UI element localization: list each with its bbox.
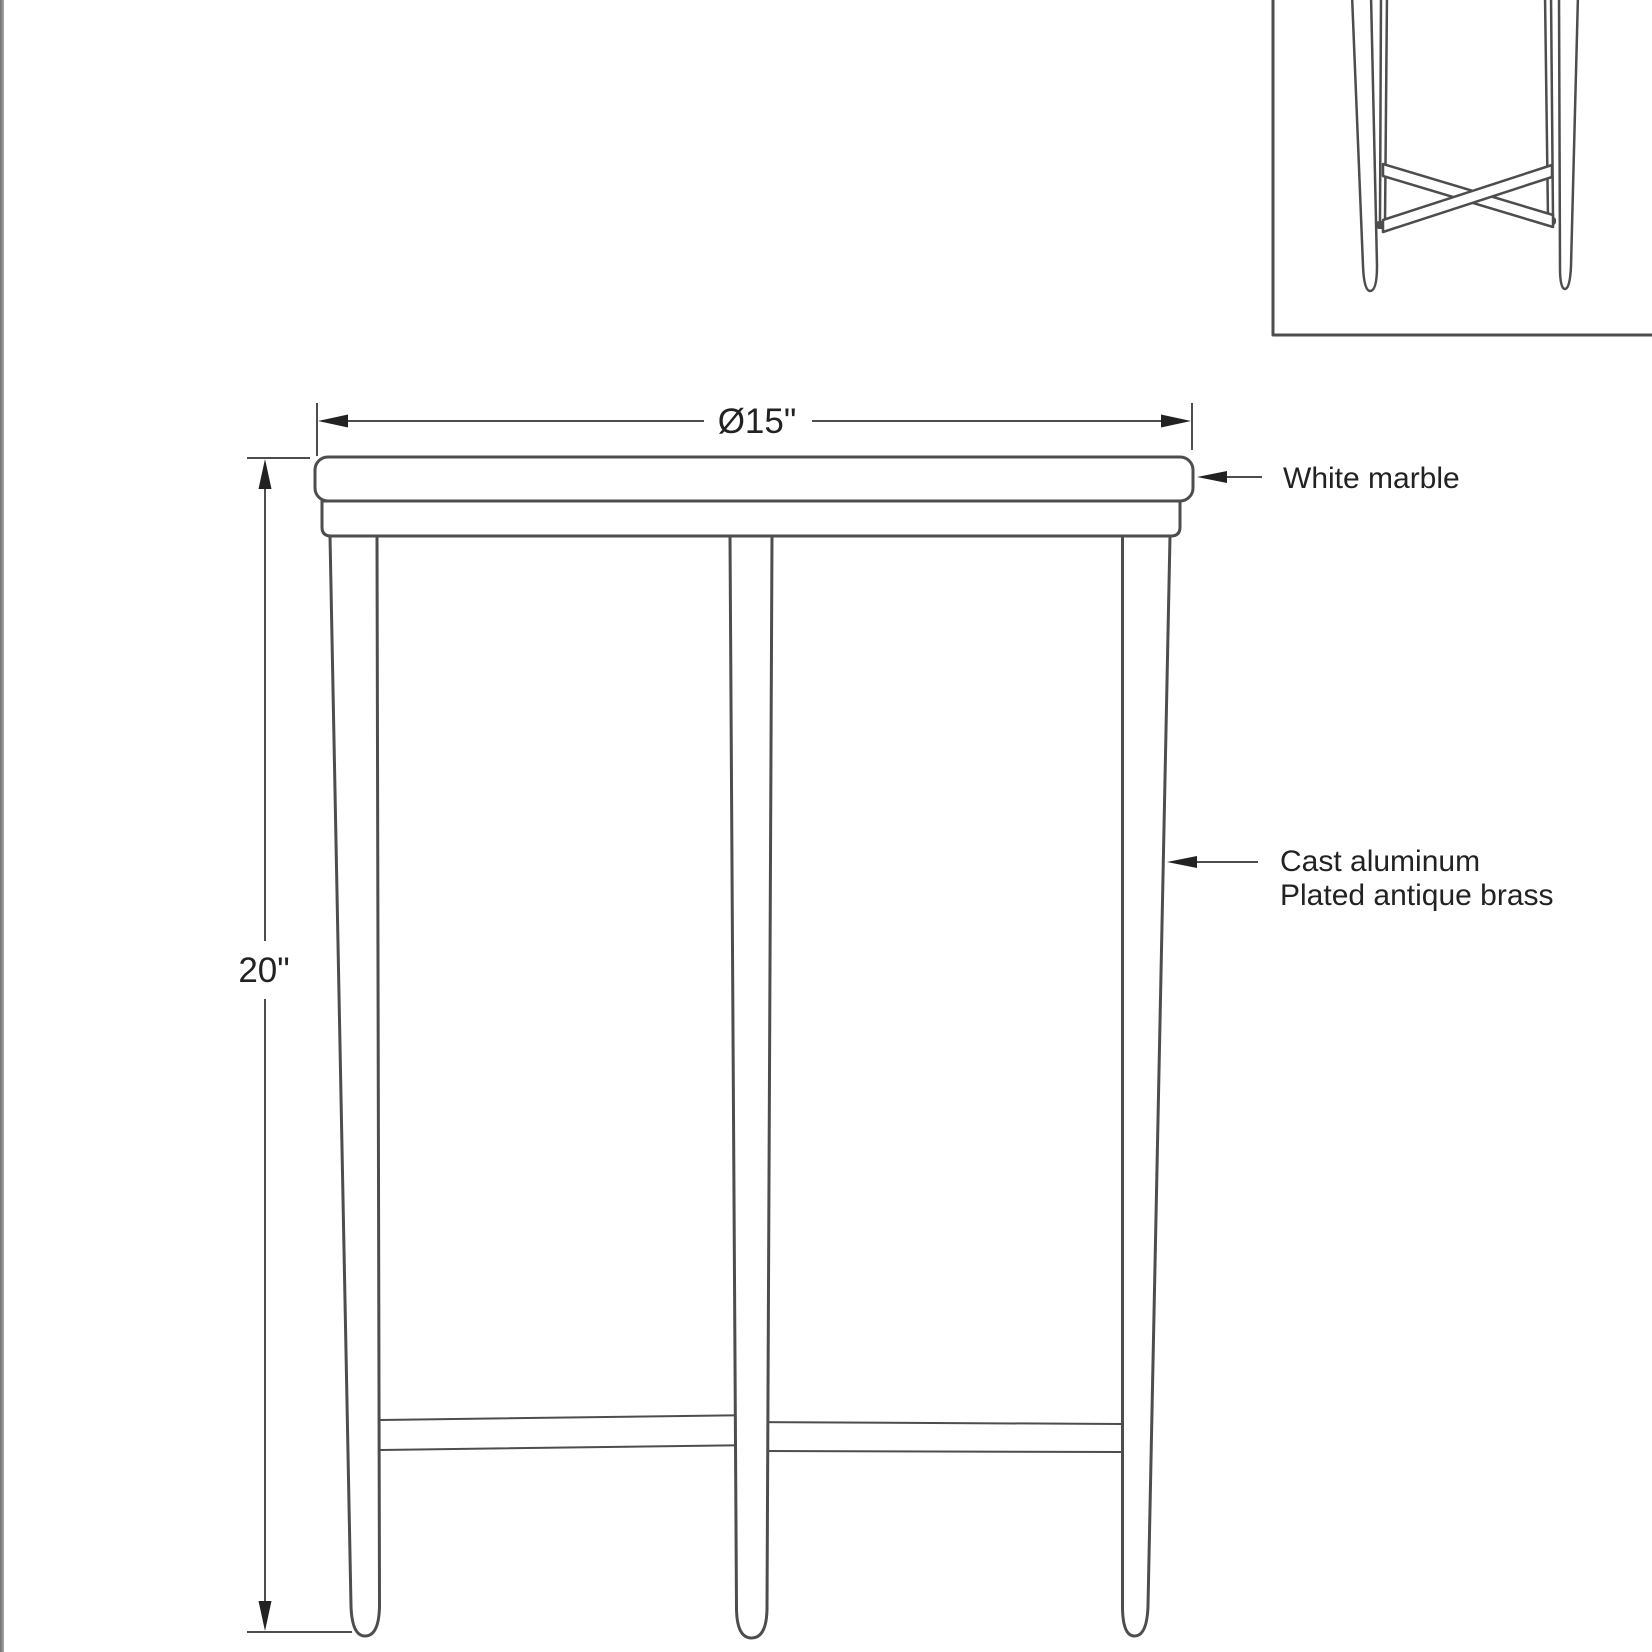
width-arrow-left: [318, 415, 348, 428]
marble-arrow: [1197, 471, 1227, 483]
stretcher-bar-right: [747, 1422, 1122, 1452]
width-dimension: [317, 402, 1192, 456]
inset-box-border: [1273, 0, 1652, 335]
inset-rear-right-leg: [1545, 0, 1553, 218]
inset-front-left-leg: [1352, 0, 1377, 291]
front-elevation-view: [315, 457, 1193, 1638]
width-arrow-right: [1161, 415, 1191, 428]
leg-material-label-line1: Cast aluminum: [1280, 845, 1481, 878]
center-leg: [730, 536, 772, 1638]
left-leg: [330, 536, 380, 1636]
table-apron: [322, 501, 1180, 536]
leg-material-callout: [1167, 845, 1554, 912]
leg-material-arrow: [1167, 856, 1197, 868]
right-leg: [1123, 536, 1171, 1636]
inset-rear-left-leg: [1380, 0, 1387, 222]
marble-top: [315, 457, 1193, 501]
marble-label: White marble: [1283, 462, 1460, 495]
inset-front-right-leg: [1559, 0, 1578, 289]
marble-callout: [1197, 462, 1460, 495]
height-arrow-top: [259, 459, 272, 489]
height-arrow-bottom: [259, 1601, 272, 1631]
width-dimension-label: Ø15": [717, 402, 797, 441]
leg-material-label-line2: Plated antique brass: [1280, 879, 1554, 912]
stretcher-bar-left: [379, 1415, 760, 1450]
height-dimension-label: 20": [238, 951, 290, 990]
inset-base-perspective-view: [1273, 0, 1652, 335]
